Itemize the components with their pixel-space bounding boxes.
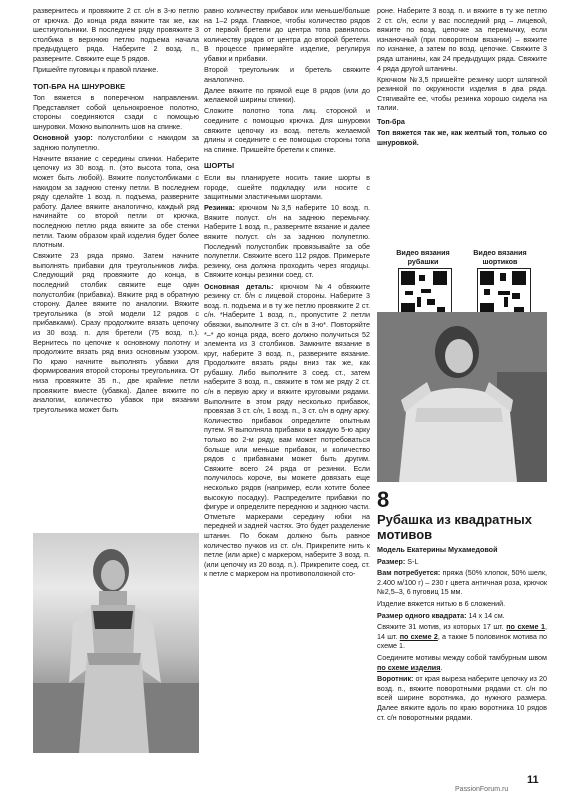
bold-label: Размер одного квадрата: — [377, 610, 467, 620]
model-photo-shirt — [377, 312, 547, 482]
text: Свяжите 31 мотив, из которых 17 шт. — [377, 622, 507, 632]
bold-label: Основной узор: — [33, 133, 93, 143]
text: 14 х 14 см. — [466, 610, 505, 620]
paragraph: Крючком №3,5 пришейте резинку шорт шляпной резинкой по окружности изделия в два ряда. Стягивайте ее, чтобы резинка хорошо сидела на талии. — [377, 74, 547, 113]
garment-scheme-link: по схеме изделия — [377, 662, 441, 672]
photo-illustration — [33, 533, 199, 753]
text: полустолбики с накидом за заднюю полупетлю. — [33, 133, 199, 152]
qr-label-shorts: Видео вязания шортиков — [473, 248, 527, 266]
model-photo-top-bra — [33, 533, 199, 753]
paragraph: равно количеству прибавок или меньше/больше на 1–2 ряда. Главное, чтобы количество рядов от первой бретели до центра топа равнялось количеству рядов от центра до второй бретели. В процессе примеряйте изделие, регулируя убавки и прибавки. — [204, 6, 370, 63]
size-line — [377, 557, 547, 567]
bold-label: Вам потребуется: — [377, 568, 441, 578]
subheading-topbra: Топ-бра — [377, 117, 405, 127]
page-number: 11 — [527, 774, 539, 786]
text: пряжа (50% хлопок, 50% шелк, 2.400 м/100 г) – 230 г цвета античная роза, крючок №2,5–3, 6 пуговиц 15 мм. — [377, 568, 547, 597]
paragraph: Сложите полотно топа лиц. стороной и соедините с помощью крючка. Для шнуровки свяжите цепочку из возд. петель желаемой длины и соедините с ее помощью стороны топа на спинке. Пришейте бретели к спинке. — [204, 106, 370, 154]
scheme-1-link: по схеме 1 — [506, 622, 545, 632]
note-line: Изделие вяжется нитью в 6 сложений. — [377, 598, 506, 608]
text: , 14 шт. — [377, 622, 547, 641]
bold-label: Основная деталь: — [204, 281, 274, 291]
column-right — [377, 6, 547, 149]
section-title: Рубашка из квадратных мотивов — [377, 512, 532, 542]
paragraph: Свяжите 23 ряда прямо. Затем начните выполнять прибавки для треугольников лифа. Следующий ряд провяжите до конца, в последний столбик свяжите еще один полустолбик (прибавка). Вяжите ряд в обратную сторону. Далее вяжите по аналогии. Вяжите треугольника (в этой модели 12 рядов с прибавками). Сразу продолжите вязать цепочку из 30 возд. п. для бретели (75 возд. п.). Вернитесь по цепочке к основному полотну и продолжите вязать ряд вниз основным узором. По краю начните выполнять убавки для формирования второй стороны треугольника. От низа провяжите 35 п., две крайние петли провяжите вместе (убавка). Далее вяжите по аналогии, количество убавок при вязании треугольника может быть — [33, 251, 199, 414]
column-middle — [204, 6, 370, 580]
paragraph — [33, 133, 199, 152]
paragraph: Пришейте пуговицы к правой планке. — [33, 65, 159, 75]
paragraph: роне. Наберите 3 возд. п. и вяжите в ту же петлю 2 ст. с/н, если у вас последний ряд – лицевой, вяжите по возд. цепочке за перемычку, если изнаночный (при поворотном вязании) – вяжите по изнанке, а затем по возд. цепочке. Свяжите 3 ряда штанины, как 24 предыдущих ряда. Свяжите 4 ряда другой штанины. — [377, 6, 547, 73]
bold-label: Размер: — [377, 556, 406, 566]
section-heading-top-bra: ТОП-БРА НА ШНУРОВКЕ — [33, 81, 126, 91]
section-details — [377, 545, 547, 724]
bold-label: Резинка: — [204, 203, 235, 213]
text: крючком №3,5 наберите 10 возд. п. Вяжите полуст. с/н на заднюю перемычку. Наберите 1 возд. п., разверните вязание и далее вяжите полуст. с/н за заднюю полупетлю. Последний полустолбик провязывайте за обе полупетли. Свяжите всего 112 рядов. Примерьте резинку, она должна проходить через ягодицы. Свяжите концы резинки соед. ст. — [204, 203, 370, 280]
watermark: PassionForum.ru — [455, 786, 509, 793]
text: крючком №4 обвяжите резинку ст. б/н с лицевой стороны. Наберите 3 возд. п. подъема и в ту же петлю провяжите 2 ст. с/н. *Наберите 1 возд. п., пропустите 2 петли обвязки, выполните 3 ст. с/н в 3-ю*. Повторяйте *–* до конца ряда, всего должно получиться 52 элемента из 3 столбиков. Замкните вязание в круг, наберите 3 возд. п., разверните вязание. Продолжите вязать ряды вниз так же, как рубашку. Либо выполните 3 соед. ст., затем наберите 3 возд. п., свяжите в том же ряду 2 ст. с/н в первую арку и вяжите круговыми рядами. Выполните в этом ряду несколько прибавок, провязав 3 ст. с/н, 1 возд. п., 3 ст. с/н в одну арку. Количество прибавок определите опытным путем. Я выполняла прибавки в каждую 5-ю арку только во 2-м ряду, вам может потребоваться больше или меньше прибавок, и количество рядов с прибавками может быть другим. Свяжите всего 24 ряда от резинки. Если получилось короче, вы можете довязать еще несколько рядов (например, если хотите более высокую посадку). Распределите прибавки по фигуре и определите переднюю и заднюю части. Отметьте маркерами середину юбки на передней и задней частях. Это будет разделение штанин. По бокам должно быть равное количество пучков из ст. с/н. Прикрепите нить к петле (или арке) с маркером, наберите 3 возд. п. (или цепочку из 20 возд. п.). Прикрепите соед. ст. к петле с маркером на противоположной сто- — [204, 281, 370, 579]
text: от края выреза наберите цепочку из 20 возд. п., вяжите поворотными рядами ст. с/н по всей ширине воротника, до нужного размера. Далее вяжите вдоль по краю воротника 10 рядов ст. с/н поворотными рядами. — [377, 674, 547, 722]
text: , а также 5 половинок мотива по схеме 1. — [377, 631, 547, 651]
join-line — [377, 653, 547, 672]
paragraph: Топ вяжется в поперечном направлении. Представляет собой цельнокроеное полотно, стороны соединяются сзади с помощью шнуровки. Можно выполнить шов на спинке. — [33, 93, 199, 132]
paragraph: развернитесь и провяжите 2 ст. с/н в 3-ю петлю от крючка. До конца ряда вяжите так же, как шестиугольники. В последнем ряду провяжите 3 столбика в верхнюю петлю подъема начала предыдущего ряда. Наберите 2 возд. п., разверните. Свяжите еще 5 рядов. — [33, 6, 199, 63]
paragraph: Далее вяжите по прямой еще 8 рядов (или до желаемой ширины спинки). — [204, 85, 370, 105]
collar-line — [377, 674, 547, 722]
paragraph: Топ вяжется так же, как желтый топ, только со шнуровкой. — [377, 128, 547, 147]
text: Соедините мотивы между собой тамбурным швом — [377, 652, 547, 662]
model-credit: Модель Екатерины Мухамедовой — [377, 545, 498, 554]
paragraph — [204, 282, 370, 579]
square-size-line — [377, 611, 547, 621]
motifs-line — [377, 622, 547, 651]
bold-label: Воротник: — [377, 674, 414, 684]
column-left — [33, 6, 199, 416]
paragraph: Второй треугольник и бретель свяжите аналогично. — [204, 65, 370, 84]
paragraph — [204, 203, 370, 280]
paragraph: Начните вязание с середины спинки. Наберите цепочку из 30 возд. п. (это высота топа, она может быть любой). Вяжите полустолбиками с накидом за заднюю стенку петли. В последнем ряду сделайте 1 возд. п. подъема, разверните работу. Далее вяжите аналогично, каждый ряд начинайте со второй петли от крючка, последнюю петлю ряда вяжите за обе стенки петли. Таким образом край изделия будет более плотным. — [33, 153, 199, 250]
section-heading-shorts: ШОРТЫ — [204, 161, 235, 171]
qr-label-shirt: Видео вязания рубашки — [396, 248, 450, 266]
text: . — [440, 662, 443, 672]
materials-line — [377, 568, 547, 597]
paragraph: Если вы планируете носить такие шорты в городе, сшейте подкладку или носите с защитными эластичными шортами. — [204, 173, 370, 202]
scheme-2-link: по схеме 2 — [399, 631, 438, 641]
photo-illustration — [377, 312, 547, 482]
text: S-L — [405, 556, 419, 566]
section-number: 8 — [377, 487, 390, 512]
